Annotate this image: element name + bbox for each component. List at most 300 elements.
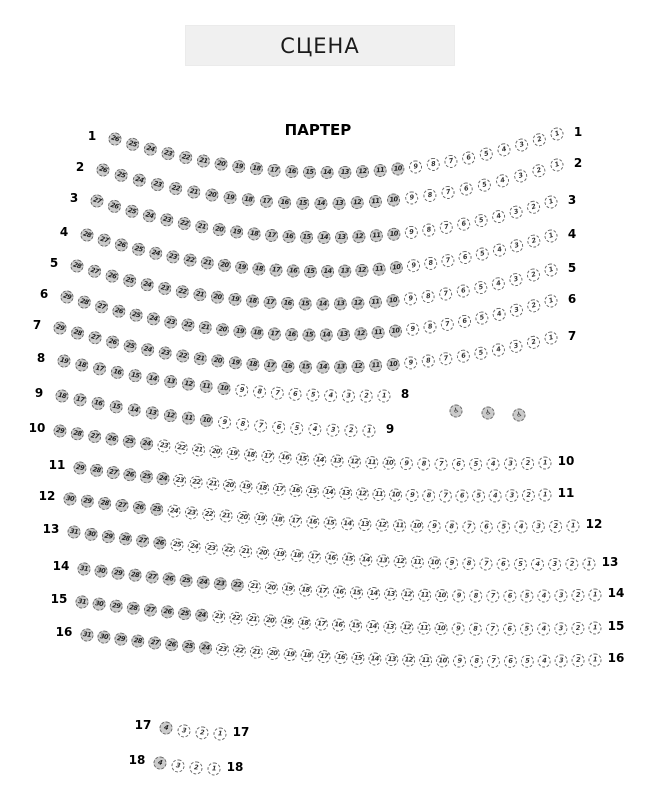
seat-row4-n26[interactable] [113, 237, 129, 253]
seat-row15-n28[interactable] [126, 601, 140, 615]
seat-row1-n18[interactable] [249, 162, 263, 176]
seat-row12-n2[interactable] [549, 520, 562, 533]
seat-row5-n17[interactable] [263, 295, 277, 309]
seat-row9-n7[interactable] [254, 419, 268, 433]
seat-row14-n17[interactable] [316, 584, 330, 598]
seat-row3-n7[interactable] [439, 220, 454, 235]
seat-row16-n16[interactable] [334, 651, 348, 665]
seat-row15-n13[interactable] [383, 620, 396, 633]
seat-row7-n2[interactable] [526, 335, 542, 351]
seat-row16-n26[interactable] [165, 638, 179, 652]
seat-row3-n10[interactable] [387, 227, 401, 241]
seat-row5-n28[interactable] [69, 258, 85, 274]
seat-row18-n3[interactable] [171, 759, 186, 774]
seat-row4-n24[interactable] [148, 246, 163, 261]
seat-row10-n11[interactable] [365, 456, 378, 469]
seat-row10-n5[interactable] [469, 458, 482, 471]
seat-row5-n20[interactable] [210, 290, 225, 305]
seat-row7-n16[interactable] [281, 360, 295, 374]
seat-row10-n20[interactable] [209, 445, 223, 459]
seat-row4-n20[interactable] [217, 258, 232, 273]
seat-row6-n23[interactable] [163, 315, 178, 330]
seat-row5-n23[interactable] [157, 281, 172, 296]
seat-row10-n13[interactable] [330, 454, 344, 468]
seat-row5-n2[interactable] [525, 267, 541, 283]
seat-row5-n19[interactable] [228, 292, 242, 306]
seat-row9-n17[interactable] [72, 392, 87, 407]
seat-row13-n23[interactable] [204, 541, 218, 555]
seat-row4-n14[interactable] [321, 265, 334, 278]
seat-row6-n18[interactable] [250, 326, 264, 340]
seat-row7-n14[interactable] [317, 361, 330, 374]
seat-row9-n5[interactable] [290, 422, 304, 436]
seat-row5-n5[interactable] [473, 280, 488, 295]
seat-row5-n7[interactable] [438, 287, 453, 302]
seat-row16-n31[interactable] [80, 628, 95, 643]
seat-row6-n25[interactable] [128, 307, 143, 322]
seat-row7-n7[interactable] [438, 351, 453, 366]
wheelchair-seat-3[interactable] [513, 409, 526, 422]
seat-row14-n23[interactable] [213, 577, 227, 591]
seat-row14-n18[interactable] [299, 583, 313, 597]
seat-row6-n15[interactable] [302, 328, 315, 341]
seat-row14-n21[interactable] [247, 580, 261, 594]
seat-row8-n18[interactable] [74, 357, 89, 372]
seat-row2-n17[interactable] [259, 194, 273, 208]
seat-row4-n15[interactable] [304, 265, 317, 278]
seat-row2-n18[interactable] [241, 193, 255, 207]
seat-row15-n18[interactable] [297, 616, 311, 630]
seat-row14-n24[interactable] [196, 575, 210, 589]
seat-row15-n9[interactable] [452, 622, 465, 635]
seat-row7-n4[interactable] [491, 342, 506, 357]
seat-row5-n3[interactable] [508, 272, 524, 288]
seat-row2-n8[interactable] [422, 188, 437, 203]
seat-row6-n5[interactable] [474, 310, 489, 325]
seat-row13-n25[interactable] [170, 538, 184, 552]
seat-row7-n15[interactable] [299, 360, 312, 373]
seat-row12-n5[interactable] [497, 521, 510, 534]
seat-row13-n29[interactable] [101, 529, 116, 544]
seat-row3-n2[interactable] [525, 199, 541, 215]
seat-row8-n2[interactable] [360, 390, 373, 403]
seat-row8-n14[interactable] [145, 371, 160, 386]
seat-row16-n19[interactable] [283, 648, 297, 662]
seat-row7-n5[interactable] [473, 346, 488, 361]
seat-row3-n16[interactable] [282, 230, 296, 244]
seat-row1-n17[interactable] [267, 163, 281, 177]
seat-row12-n28[interactable] [97, 496, 111, 510]
seat-row16-n29[interactable] [114, 632, 128, 646]
seat-row1-n3[interactable] [514, 137, 530, 153]
seat-row4-n1[interactable] [543, 228, 559, 244]
seat-row5-n8[interactable] [421, 289, 436, 304]
seat-row11-n2[interactable] [522, 489, 535, 502]
seat-row7-n20[interactable] [211, 354, 225, 368]
seat-row15-n1[interactable] [588, 621, 601, 634]
seat-row11-n10[interactable] [389, 488, 402, 501]
seat-row2-n22[interactable] [168, 181, 183, 196]
seat-row12-n4[interactable] [514, 520, 527, 533]
seat-row7-n18[interactable] [246, 357, 260, 371]
seat-row11-n5[interactable] [472, 490, 485, 503]
seat-row11-n22[interactable] [189, 475, 203, 489]
seat-row8-n19[interactable] [56, 353, 72, 369]
seat-row9-n4[interactable] [308, 423, 322, 437]
seat-row12-n17[interactable] [289, 514, 303, 528]
seat-row16-n9[interactable] [453, 655, 466, 668]
seat-row14-n27[interactable] [145, 570, 159, 584]
seat-row3-n26[interactable] [106, 198, 122, 214]
seat-row5-n18[interactable] [246, 294, 260, 308]
seat-row1-n24[interactable] [142, 141, 158, 157]
seat-row11-n25[interactable] [139, 470, 153, 484]
seat-row7-n28[interactable] [70, 325, 86, 341]
seat-row8-n13[interactable] [163, 374, 178, 389]
seat-row2-n11[interactable] [368, 195, 382, 209]
seat-row11-n13[interactable] [339, 486, 353, 500]
seat-row6-n11[interactable] [371, 326, 385, 340]
seat-row16-n22[interactable] [232, 644, 246, 658]
seat-row6-n12[interactable] [354, 327, 368, 341]
seat-row13-n24[interactable] [187, 539, 201, 553]
seat-row13-n14[interactable] [359, 553, 373, 567]
seat-row16-n18[interactable] [300, 649, 314, 663]
seat-row8-n3[interactable] [342, 389, 355, 402]
seat-row13-n30[interactable] [84, 527, 99, 542]
seat-row2-n10[interactable] [386, 193, 400, 207]
seat-row3-n4[interactable] [491, 209, 507, 225]
seat-row7-n23[interactable] [158, 345, 173, 360]
seat-row12-n12[interactable] [375, 518, 388, 531]
seat-row10-n7[interactable] [435, 458, 448, 471]
seat-row2-n20[interactable] [205, 188, 220, 203]
seat-row7-n17[interactable] [264, 359, 278, 373]
seat-row16-n4[interactable] [538, 655, 551, 668]
seat-row15-n19[interactable] [280, 615, 294, 629]
seat-row1-n11[interactable] [373, 164, 387, 178]
seat-row6-n3[interactable] [509, 302, 525, 318]
seat-row8-n10[interactable] [217, 381, 231, 395]
seat-row11-n7[interactable] [439, 489, 452, 502]
seat-row12-n29[interactable] [80, 494, 95, 509]
seat-row5-n10[interactable] [386, 294, 400, 308]
seat-row14-n31[interactable] [77, 562, 92, 577]
seat-row11-n19[interactable] [239, 480, 253, 494]
seat-row1-n6[interactable] [461, 150, 476, 165]
seat-row13-n4[interactable] [531, 558, 544, 571]
seat-row16-n10[interactable] [436, 654, 449, 667]
seat-row7-n6[interactable] [456, 349, 471, 364]
seat-row5-n15[interactable] [299, 297, 312, 310]
seat-row10-n10[interactable] [382, 456, 395, 469]
seat-row2-n19[interactable] [223, 190, 238, 205]
seat-row12-n7[interactable] [462, 520, 475, 533]
seat-row8-n9[interactable] [235, 383, 249, 397]
seat-row12-n16[interactable] [306, 515, 320, 529]
seat-row6-n7[interactable] [440, 317, 455, 332]
seat-row13-n11[interactable] [411, 555, 424, 568]
seat-row9-n9[interactable] [217, 415, 231, 429]
seat-row11-n8[interactable] [422, 489, 435, 502]
seat-row8-n15[interactable] [128, 368, 143, 383]
seat-row13-n15[interactable] [342, 552, 356, 566]
seat-row11-n9[interactable] [406, 489, 419, 502]
seat-row10-n12[interactable] [348, 455, 362, 469]
seat-row7-n21[interactable] [193, 351, 208, 366]
seat-row14-n16[interactable] [333, 585, 347, 599]
seat-row9-n18[interactable] [54, 388, 69, 403]
seat-row12-n13[interactable] [358, 518, 372, 532]
seat-row11-n17[interactable] [272, 482, 286, 496]
seat-row14-n10[interactable] [435, 589, 448, 602]
seat-row14-n7[interactable] [486, 590, 499, 603]
seat-row4-n27[interactable] [96, 232, 112, 248]
seat-row11-n3[interactable] [505, 489, 518, 502]
seat-row6-n4[interactable] [491, 307, 507, 323]
seat-row6-n20[interactable] [215, 322, 229, 336]
seat-row3-n13[interactable] [335, 231, 348, 244]
seat-row1-n19[interactable] [231, 159, 246, 174]
seat-row12-n20[interactable] [236, 510, 250, 524]
seat-row6-n13[interactable] [337, 328, 350, 341]
seat-row4-n2[interactable] [526, 233, 542, 249]
seat-row1-n15[interactable] [303, 166, 316, 179]
seat-row2-n16[interactable] [278, 196, 292, 210]
seat-row13-n17[interactable] [307, 550, 321, 564]
seat-row1-n9[interactable] [408, 160, 423, 175]
seat-row2-n14[interactable] [314, 197, 327, 210]
seat-row15-n16[interactable] [332, 618, 346, 632]
seat-row6-n9[interactable] [405, 322, 419, 336]
seat-row7-n13[interactable] [334, 360, 347, 373]
seat-row15-n2[interactable] [571, 622, 584, 635]
seat-row12-n10[interactable] [410, 520, 423, 533]
seat-row8-n1[interactable] [377, 389, 390, 402]
seat-row12-n18[interactable] [271, 513, 285, 527]
seat-row6-n19[interactable] [233, 324, 247, 338]
seat-row7-n8[interactable] [421, 354, 435, 368]
seat-row5-n24[interactable] [139, 277, 155, 293]
seat-row1-n7[interactable] [443, 154, 458, 169]
seat-row14-n6[interactable] [503, 590, 516, 603]
seat-row16-n1[interactable] [588, 653, 601, 666]
seat-row10-n14[interactable] [313, 453, 327, 467]
seat-row4-n25[interactable] [131, 241, 147, 257]
seat-row1-n2[interactable] [531, 132, 547, 148]
seat-row4-n22[interactable] [183, 253, 198, 268]
seat-row4-n3[interactable] [509, 238, 525, 254]
seat-row15-n21[interactable] [246, 613, 260, 627]
seat-row16-n13[interactable] [385, 653, 398, 666]
seat-row4-n23[interactable] [165, 249, 180, 264]
seat-row11-n28[interactable] [89, 463, 104, 478]
seat-row16-n25[interactable] [182, 639, 196, 653]
seat-row13-n7[interactable] [479, 557, 492, 570]
seat-row11-n27[interactable] [106, 465, 121, 480]
seat-row1-n12[interactable] [356, 165, 370, 179]
seat-row6-n16[interactable] [285, 328, 298, 341]
seat-row8-n12[interactable] [181, 377, 196, 392]
seat-row5-n21[interactable] [192, 287, 207, 302]
seat-row5-n11[interactable] [369, 295, 383, 309]
seat-row1-n22[interactable] [178, 150, 193, 165]
seat-row15-n7[interactable] [486, 623, 499, 636]
seat-row2-n21[interactable] [186, 184, 201, 199]
seat-row3-n14[interactable] [317, 231, 330, 244]
seat-row15-n27[interactable] [143, 603, 157, 617]
seat-row2-n13[interactable] [332, 197, 345, 210]
seat-row16-n23[interactable] [215, 642, 229, 656]
seat-row13-n26[interactable] [153, 536, 167, 550]
seat-row15-n6[interactable] [503, 623, 516, 636]
seat-row3-n22[interactable] [177, 216, 192, 231]
seat-row8-n11[interactable] [199, 379, 213, 393]
seat-row6-n27[interactable] [94, 299, 110, 315]
seat-row14-n20[interactable] [264, 581, 278, 595]
seat-row12-n25[interactable] [150, 502, 164, 516]
seat-row10-n16[interactable] [278, 451, 292, 465]
seat-row10-n25[interactable] [122, 434, 137, 449]
seat-row15-n8[interactable] [469, 623, 482, 636]
seat-row1-n23[interactable] [160, 146, 176, 162]
seat-row7-n27[interactable] [87, 330, 103, 346]
seat-row13-n20[interactable] [256, 546, 270, 560]
seat-row15-n17[interactable] [315, 617, 329, 631]
seat-row13-n19[interactable] [273, 547, 287, 561]
seat-row10-n24[interactable] [139, 436, 154, 451]
seat-row6-n21[interactable] [198, 320, 213, 335]
seat-row2-n9[interactable] [404, 191, 419, 206]
seat-row10-n8[interactable] [417, 457, 430, 470]
seat-row7-n26[interactable] [105, 334, 121, 350]
seat-row14-n15[interactable] [350, 586, 364, 600]
seat-row12-n27[interactable] [115, 498, 129, 512]
seat-row14-n14[interactable] [367, 587, 381, 601]
seat-row7-n9[interactable] [404, 356, 418, 370]
seat-row4-n12[interactable] [355, 264, 369, 278]
seat-row3-n12[interactable] [352, 230, 366, 244]
seat-row3-n17[interactable] [265, 228, 279, 242]
seat-row3-n21[interactable] [194, 219, 209, 234]
seat-row7-n1[interactable] [543, 330, 559, 346]
seat-row15-n14[interactable] [366, 620, 380, 634]
seat-row10-n3[interactable] [504, 457, 517, 470]
seat-row10-n22[interactable] [174, 441, 188, 455]
seat-row14-n2[interactable] [571, 589, 584, 602]
seat-row6-n22[interactable] [181, 318, 196, 333]
seat-row15-n23[interactable] [212, 610, 226, 624]
seat-row1-n1[interactable] [549, 126, 565, 142]
seat-row7-n24[interactable] [140, 342, 155, 357]
seat-row3-n23[interactable] [159, 212, 175, 228]
seat-row16-n27[interactable] [148, 636, 162, 650]
seat-row16-n12[interactable] [402, 653, 415, 666]
seat-row17-n1[interactable] [213, 727, 226, 740]
seat-row5-n12[interactable] [351, 296, 365, 310]
seat-row14-n8[interactable] [469, 590, 482, 603]
seat-row9-n12[interactable] [163, 408, 178, 423]
seat-row4-n7[interactable] [440, 253, 455, 268]
seat-row2-n5[interactable] [477, 177, 493, 193]
seat-row15-n20[interactable] [263, 614, 277, 628]
seat-row6-n26[interactable] [111, 303, 127, 319]
seat-row3-n19[interactable] [229, 225, 244, 240]
seat-row4-n21[interactable] [200, 256, 215, 271]
seat-row6-n6[interactable] [457, 314, 472, 329]
seat-row10-n18[interactable] [243, 448, 257, 462]
seat-row7-n19[interactable] [228, 356, 242, 370]
seat-row15-n4[interactable] [537, 622, 550, 635]
seat-row13-n3[interactable] [548, 558, 561, 571]
seat-row16-n21[interactable] [249, 645, 263, 659]
seat-row1-n16[interactable] [285, 165, 299, 179]
seat-row3-n18[interactable] [247, 227, 261, 241]
seat-row3-n20[interactable] [212, 222, 227, 237]
seat-row12-n22[interactable] [202, 507, 216, 521]
seat-row12-n15[interactable] [323, 516, 337, 530]
seat-row13-n5[interactable] [514, 558, 527, 571]
seat-row3-n27[interactable] [89, 193, 105, 209]
seat-row14-n4[interactable] [537, 589, 550, 602]
seat-row14-n19[interactable] [281, 582, 295, 596]
seat-row13-n27[interactable] [135, 534, 149, 548]
seat-row6-n28[interactable] [76, 294, 92, 310]
seat-row10-n2[interactable] [521, 457, 534, 470]
seat-row5-n25[interactable] [122, 273, 138, 289]
seat-row13-n2[interactable] [565, 558, 578, 571]
seat-row12-n14[interactable] [341, 517, 355, 531]
seat-row2-n1[interactable] [549, 157, 565, 173]
seat-row8-n7[interactable] [270, 386, 284, 400]
seat-row9-n3[interactable] [326, 423, 339, 436]
seat-row1-n14[interactable] [321, 166, 334, 179]
seat-row13-n9[interactable] [445, 557, 458, 570]
seat-row4-n28[interactable] [79, 227, 95, 243]
seat-row2-n12[interactable] [350, 196, 364, 210]
seat-row5-n22[interactable] [175, 284, 190, 299]
seat-row14-n3[interactable] [554, 589, 567, 602]
seat-row11-n20[interactable] [222, 478, 236, 492]
seat-row4-n9[interactable] [406, 258, 421, 273]
seat-row4-n18[interactable] [252, 262, 266, 276]
seat-row13-n28[interactable] [118, 532, 133, 547]
seat-row4-n19[interactable] [235, 260, 249, 274]
seat-row9-n2[interactable] [344, 424, 357, 437]
seat-row6-n17[interactable] [268, 327, 282, 341]
seat-row10-n9[interactable] [400, 457, 413, 470]
seat-row16-n7[interactable] [487, 655, 500, 668]
seat-row14-n29[interactable] [111, 566, 125, 580]
seat-row5-n6[interactable] [456, 283, 471, 298]
seat-row14-n25[interactable] [179, 573, 193, 587]
seat-row15-n31[interactable] [75, 595, 90, 610]
seat-row14-n26[interactable] [162, 572, 176, 586]
seat-row17-n4[interactable] [158, 720, 173, 735]
seat-row5-n26[interactable] [104, 268, 120, 284]
seat-row2-n26[interactable] [95, 162, 111, 178]
seat-row6-n29[interactable] [59, 289, 75, 305]
seat-row11-n6[interactable] [455, 490, 468, 503]
seat-row3-n11[interactable] [369, 229, 383, 243]
seat-row9-n15[interactable] [109, 399, 124, 414]
seat-row12-n6[interactable] [480, 521, 493, 534]
seat-row11-n15[interactable] [306, 485, 320, 499]
seat-row14-n22[interactable] [230, 578, 244, 592]
seat-row2-n25[interactable] [113, 167, 129, 183]
seat-row2-n6[interactable] [459, 181, 474, 196]
seat-row2-n3[interactable] [513, 168, 529, 184]
